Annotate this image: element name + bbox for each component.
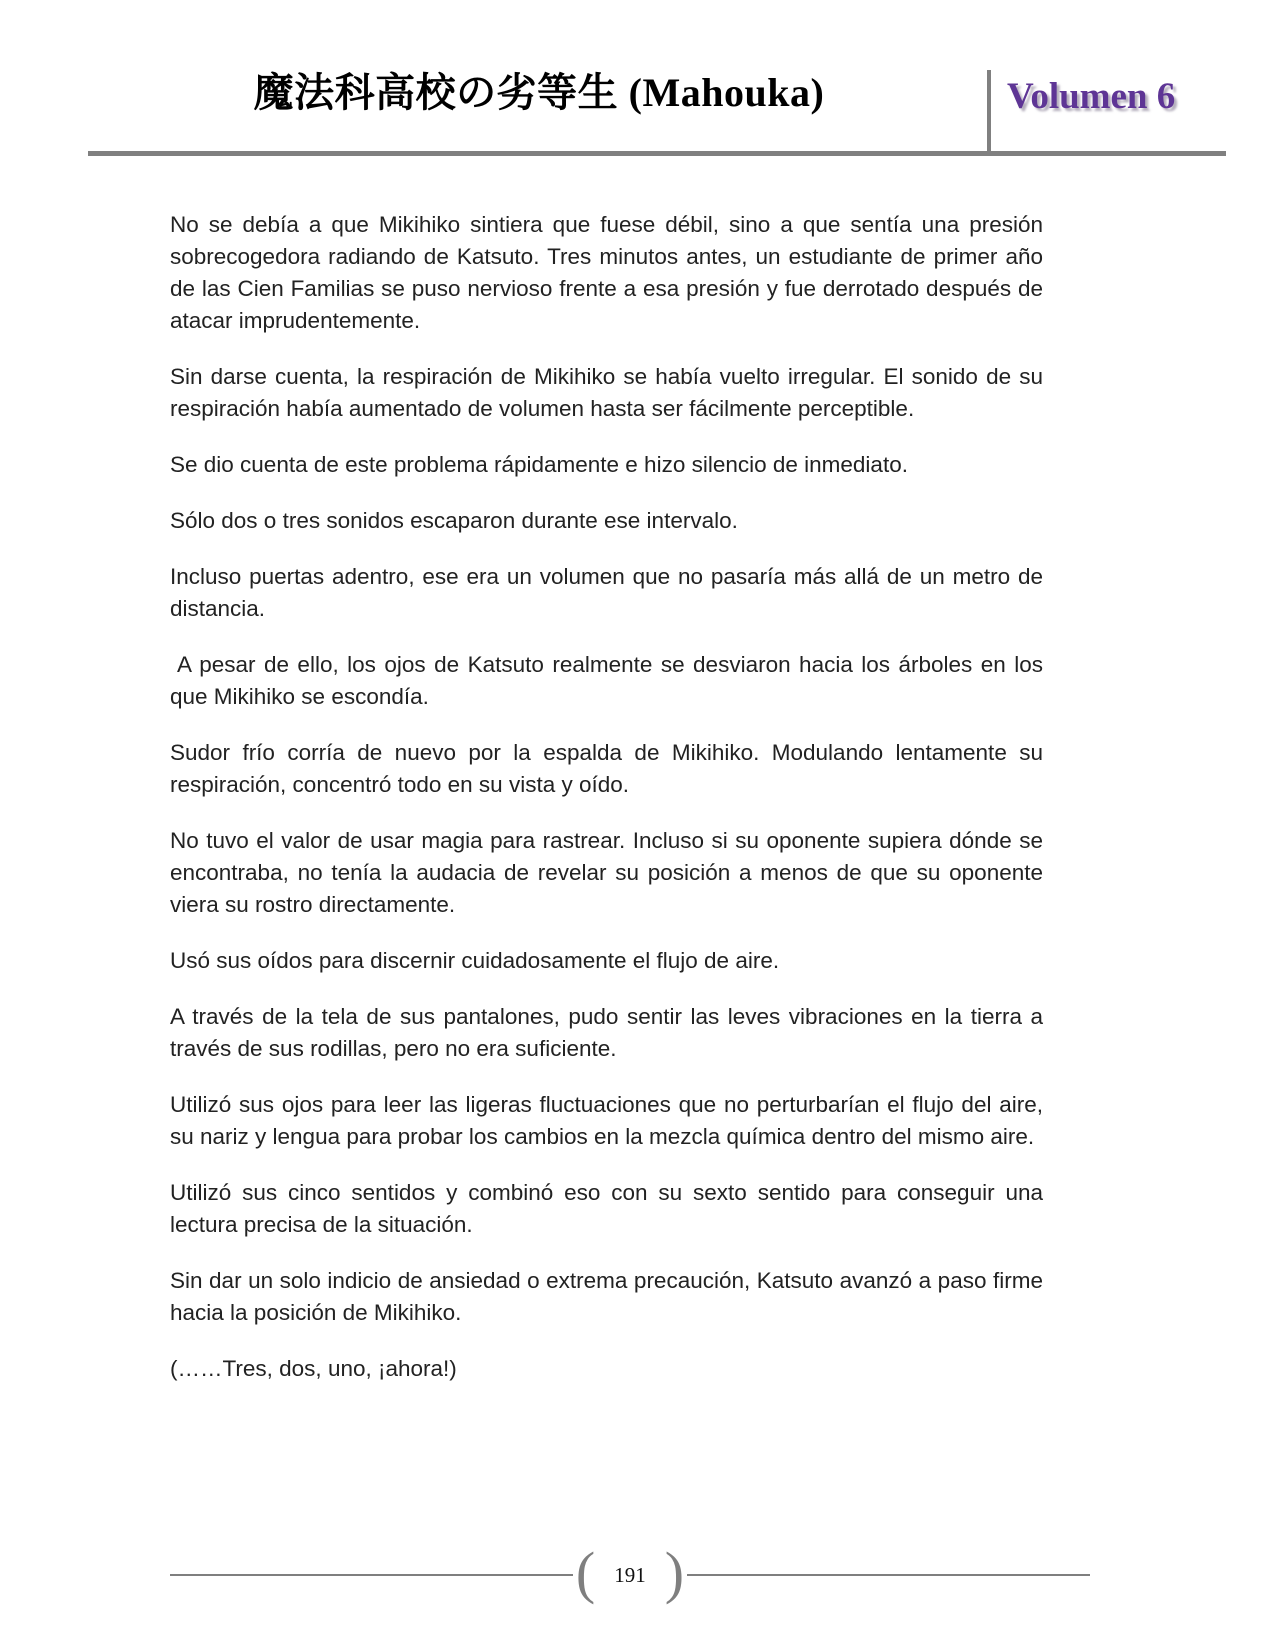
page-footer [170, 1540, 1090, 1610]
paragraph: Utilizó sus cinco sentidos y combinó eso con su sexto sentido para conseguir una lectura precisa de la situación. [170, 1180, 1043, 1237]
left-bracket-decoration: ( [575, 1540, 596, 1605]
paragraph: Utilizó sus ojos para leer las ligeras fluctuaciones que no perturbarían el flujo del aire, su nariz y lengua para probar los cambios en la mezcla química dentro del mismo aire. [170, 1092, 1043, 1149]
book-title: 魔法科高校の劣等生 (Mahouka) [253, 70, 825, 115]
page-body [170, 209, 1043, 1409]
paragraph: Sin dar un solo indicio de ansiedad o extrema precaución, Katsuto avanzó a paso firme hacia la posición de Mikihiko. [170, 1268, 1043, 1325]
paragraph: Se dio cuenta de este problema rápidamente e hizo silencio de inmediato. [170, 452, 908, 477]
right-bracket-decoration: ) [664, 1540, 685, 1605]
paragraph: Incluso puertas adentro, ese era un volumen que no pasaría más allá de un metro de distancia. [170, 564, 1043, 621]
header-vertical-divider [987, 70, 991, 156]
paragraph: No se debía a que Mikihiko sintiera que fuese débil, sino a que sentía una presión sobrecogedora radiando de Katsuto. Tres minutos antes, un estudiante de primer año de las Cien Familias se puso nervioso frente a esa presión y fue derrotado después de atacar imprudentemente. [170, 212, 1043, 333]
footer-rule-left [170, 1574, 573, 1576]
paragraph: Usó sus oídos para discernir cuidadosamente el flujo de aire. [170, 948, 780, 973]
volume-label: Volumen 6 [1007, 76, 1176, 117]
paragraph: A través de la tela de sus pantalones, pudo sentir las leves vibraciones en la tierra a través de sus rodillas, pero no era suficiente. [170, 1004, 1043, 1061]
paragraph: A pesar de ello, los ojos de Katsuto realmente se desviaron hacia los árboles en los que Mikihiko se escondía. [170, 652, 1043, 709]
page-number: 191 [614, 1562, 646, 1587]
paragraph: Sudor frío corría de nuevo por la espalda de Mikihiko. Modulando lentamente su respiración, concentró todo en su vista y oído. [170, 740, 1043, 797]
paragraph: Sin darse cuenta, la respiración de Mikihiko se había vuelto irregular. El sonido de su respiración había aumentado de volumen hasta ser fácilmente perceptible. [170, 364, 1043, 421]
header-horizontal-rule [88, 151, 1226, 156]
paragraph: No tuvo el valor de usar magia para rastrear. Incluso si su oponente supiera dónde se encontraba, no tenía la audacia de revelar su posición a menos de que su oponente viera su rostro directamente. [170, 828, 1043, 917]
paragraph: (……Tres, dos, uno, ¡ahora!) [170, 1356, 457, 1381]
footer-rule-right [687, 1574, 1090, 1576]
paragraph: Sólo dos o tres sonidos escaparon durante ese intervalo. [170, 508, 738, 533]
